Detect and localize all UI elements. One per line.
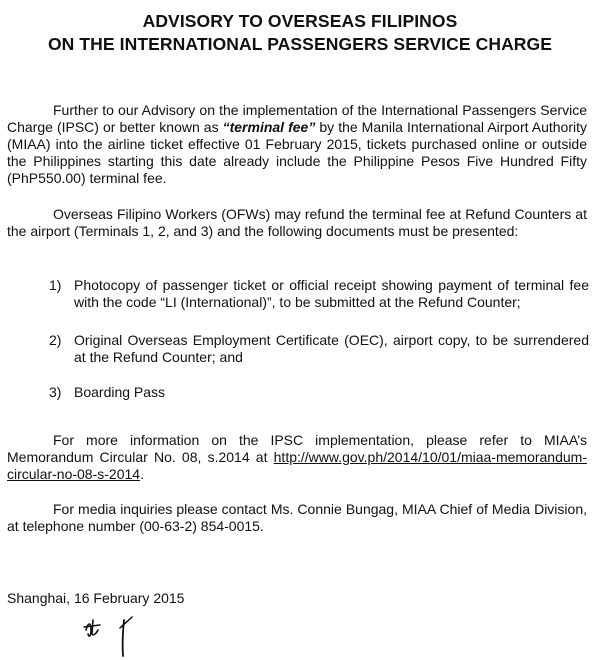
document-title-line-1: ADVISORY TO OVERSEAS FILIPINOS [142,11,458,31]
document-title-line-2: ON THE INTERNATIONAL PASSENGERS SERVICE CHARGE [47,34,553,54]
paragraph-more-information [7,432,587,483]
paragraph-ipsc-intro-text-b: by the Manila International Airport Authority (MIAA) into the airline ticket effective 01 February 2015, tickets purchased online or outside the Philippines starting this date already include the Philippine Pesos Five Hundred Fifty (PhP550.00) terminal fee. [7,119,587,186]
list-item [49,384,589,401]
paragraph-ofw-refund: Overseas Filipino Workers (OFWs) may refund the terminal fee at Refund Counters at the airport (Terminals 1, 2, and 3) and the following documents must be presented: [7,206,587,239]
list-item-text: Original Overseas Employment Certificate (OEC), airport copy, to be surrendered at the Refund Counter; and [74,332,589,365]
place-and-date: Shanghai, 16 February 2015 [7,590,185,606]
paragraph-ipsc-intro [7,102,587,187]
paragraph-ipsc-intro-text-a: Further to our Advisory on the implementation of the International Passengers Service Charge (IPSC) or better known as [7,102,587,135]
list-item-number: 1) [49,277,62,293]
handwritten-initials-signature [80,612,150,658]
list-item-text: Boarding Pass [74,384,166,400]
paragraph-more-information-text: For more information on the IPSC implementation, please refer to MIAA’s Memorandum Circular No. 08, s.2014 at [7,432,587,465]
terminal-fee-term: “terminal fee” [222,119,316,135]
list-item [49,277,589,311]
list-item-number: 3) [49,384,62,400]
list-item-number: 2) [49,332,62,348]
list-item-text: Photocopy of passenger ticket or official receipt showing payment of terminal fee with the code “LI (International)”, to be submitted at the Refund Counter; [74,277,589,310]
paragraph-more-information-end: . [140,466,144,482]
miaa-memorandum-link[interactable]: http://www.gov.ph/2014/10/01/miaa-memorandum-circular-no-08-s-2014 [7,449,587,482]
list-item [49,332,589,366]
paragraph-media-inquiries: For media inquiries please contact Ms. Connie Bungag, MIAA Chief of Media Division, at telephone number (00-63-2) 854-0015. [7,501,587,534]
